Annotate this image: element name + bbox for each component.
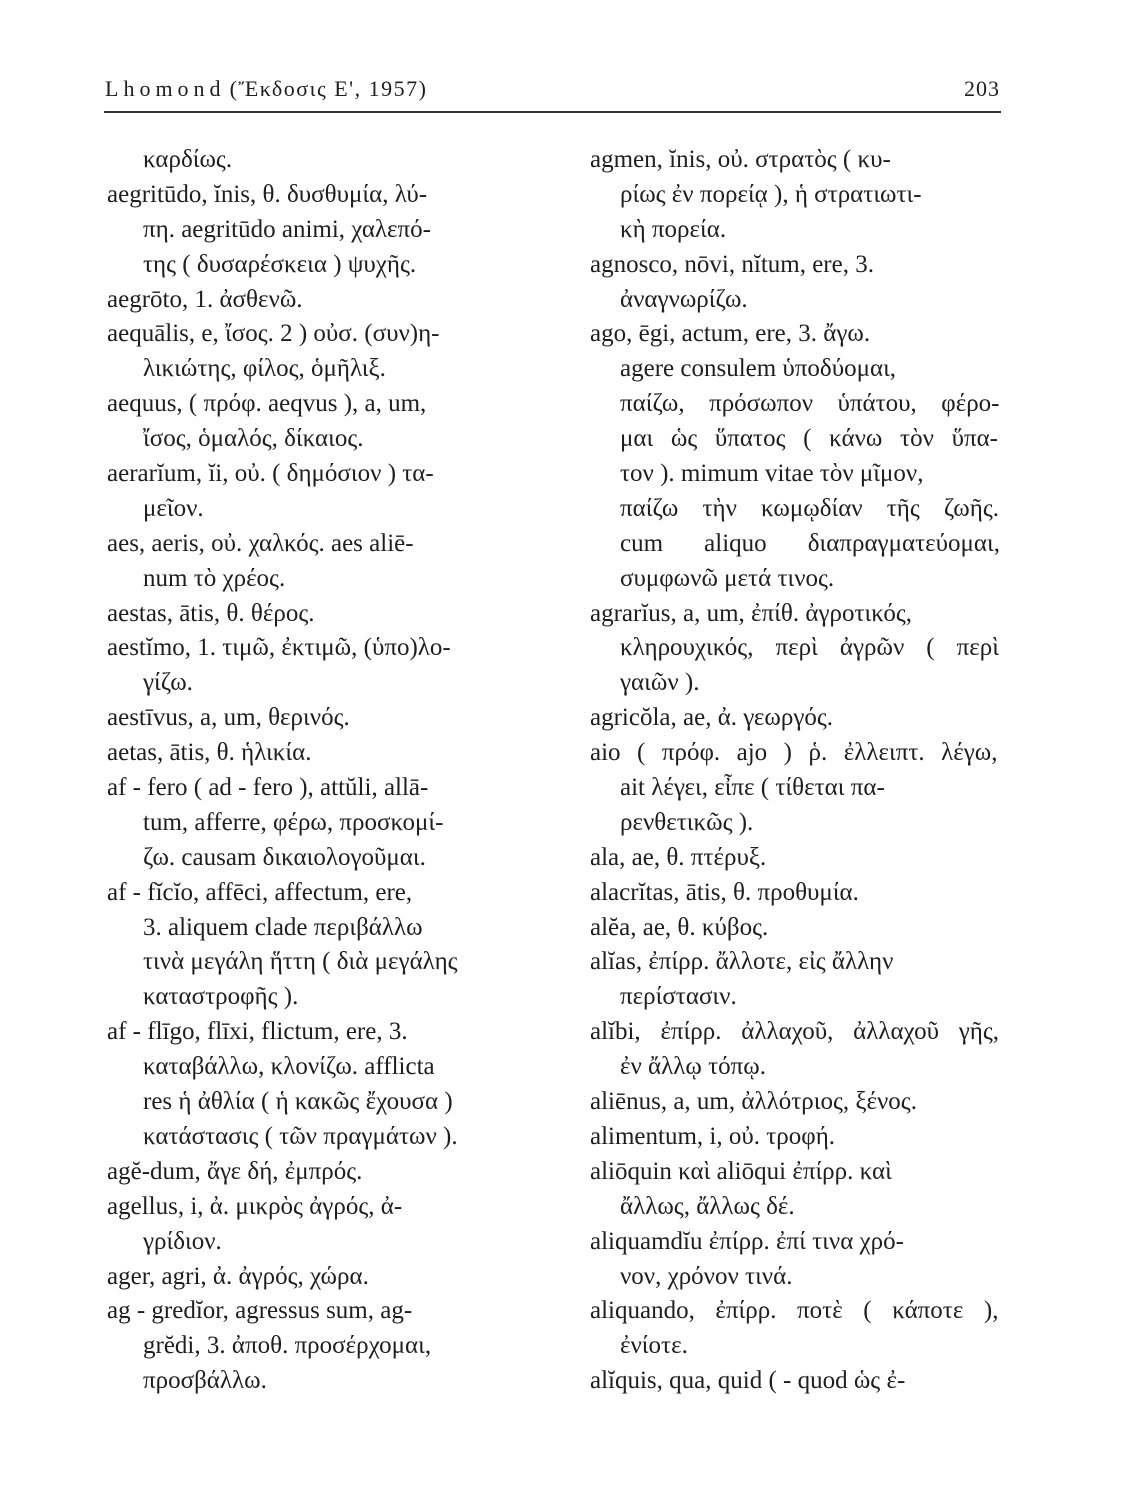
entry-line: agĕ-dum, ἄγε δή, ἐμπρός. bbox=[107, 1157, 363, 1185]
continuation-line: καταστροφῆς ). bbox=[143, 983, 299, 1011]
continuation-line: ἄλλως, ἄλλως δέ. bbox=[620, 1192, 795, 1220]
entry-line: alĭas, ἐπίρρ. ἄλλοτε, εἰς ἄλλην bbox=[590, 948, 894, 976]
entry-line: ag - gredĭor, agressus sum, ag- bbox=[107, 1297, 413, 1325]
entry-line: alĭbi, ἐπίρρ. ἀλλαχοῦ, ἀλλαχοῦ γῆς, bbox=[590, 1018, 999, 1046]
page-number: 203 bbox=[964, 76, 1000, 101]
continuation-line: προσβάλλω. bbox=[143, 1367, 267, 1395]
continuation-line: ἴσος, ὁμαλός, δίκαιος. bbox=[143, 425, 364, 453]
entry-line: aerarĭum, ĭi, οὐ. ( δημόσιον ) τα- bbox=[107, 460, 434, 488]
entry-line: aequus, ( πρόφ. aeqvus ), a, um, bbox=[107, 390, 427, 418]
continuation-line: ζω. causam δικαιολογοῦμαι. bbox=[143, 843, 426, 871]
entry-line: aequālis, e, ἴσος. 2 ) οὐσ. (συν)η- bbox=[107, 320, 440, 348]
continuation-line: συμφωνῶ μετά τινος. bbox=[620, 564, 835, 592]
continuation-line: περίστασιν. bbox=[620, 983, 737, 1011]
continuation-line: ait λέγει, εἶπε ( τίθεται πα- bbox=[620, 774, 885, 802]
continuation-line: res ἡ ἀθλία ( ἡ κακῶς ἔχουσα ) bbox=[143, 1088, 453, 1116]
continuation-line: γαιῶν ). bbox=[620, 669, 700, 697]
entry-line: aetas, ātis, θ. ἡλικία. bbox=[107, 739, 312, 767]
continuation-line: tum, afferre, φέρω, προσκομί- bbox=[143, 808, 444, 836]
entry-line: agnosco, nōvi, nĭtum, ere, 3. bbox=[590, 250, 874, 278]
entry-line: af - fero ( ad - fero ), attŭli, allā- bbox=[107, 774, 429, 802]
continuation-line: ἐνίοτε. bbox=[620, 1332, 688, 1360]
continuation-line: της ( δυσαρέσκεια ) ψυχῆς. bbox=[143, 250, 417, 278]
entry-line: alĕa, ae, θ. κύβος. bbox=[590, 913, 769, 941]
entry-line: aliquando, ἐπίρρ. ποτὲ ( κάποτε ), bbox=[590, 1297, 999, 1325]
entry-line: aio ( πρόφ. ajo ) ῥ. ἐλλειπτ. λέγω, bbox=[590, 739, 998, 767]
continuation-line: agere consulem ὑποδύομαι, bbox=[620, 355, 897, 383]
entry-line: aes, aeris, οὐ. χαλκός. aes aliē- bbox=[107, 529, 414, 557]
entry-line: alimentum, i, οὐ. τροφή. bbox=[590, 1122, 836, 1150]
running-header bbox=[105, 72, 1000, 106]
entry-line: aliōquin καὶ aliōqui ἐπίρρ. καὶ bbox=[590, 1157, 892, 1185]
entry-line: agellus, i, ἀ. μικρὸς ἀγρός, ἀ- bbox=[107, 1192, 403, 1220]
entry-line: ala, ae, θ. πτέρυξ. bbox=[590, 843, 767, 871]
continuation-line: γρίδιον. bbox=[143, 1227, 222, 1255]
entry-line: agricŏla, ae, ἀ. γεωργός. bbox=[590, 704, 834, 732]
continuation-line: λικιώτης, φίλος, ὁμῆλιξ. bbox=[143, 355, 386, 383]
continuation-line: ἀναγνωρίζω. bbox=[620, 285, 748, 313]
continuation-line: τινὰ μεγάλη ἥττη ( διὰ μεγάλης bbox=[143, 948, 458, 976]
continuation-line: παίζω, πρόσωπον ὑπάτου, φέρο- bbox=[620, 390, 1000, 418]
continuation-line: grĕdi, 3. ἀποθ. προσέρχομαι, bbox=[143, 1332, 432, 1360]
continuation-line: ρενθετικῶς ). bbox=[620, 808, 754, 836]
entry-line: aestĭmo, 1. τιμῶ, ἐκτιμῶ, (ὑπο)λο- bbox=[107, 634, 451, 662]
continuation-line: κὴ πορεία. bbox=[620, 215, 727, 243]
continuation-line: τον ). mimum vitae τὸν μῖμον, bbox=[620, 460, 924, 488]
continuation-line: κατάστασις ( τῶν πραγμάτων ). bbox=[143, 1122, 458, 1150]
entry-line: aliquamdĭu ἐπίρρ. ἐπί τινα χρό- bbox=[590, 1227, 904, 1255]
entry-line: aegritūdo, ĭnis, θ. δυσθυμία, λύ- bbox=[107, 180, 428, 208]
continuation-line: ἐν ἄλλῳ τόπῳ. bbox=[620, 1053, 766, 1081]
entry-line: agrarĭus, a, um, ἐπίθ. ἀγροτικός, bbox=[590, 599, 912, 627]
continuation-line: ρίως ἐν πορείᾳ ), ἡ στρατιωτι- bbox=[620, 180, 922, 208]
header-rule bbox=[104, 111, 1001, 113]
entry-line: alĭquis, qua, quid ( - quod ὡς ἐ- bbox=[590, 1367, 906, 1395]
continuation-line: πη. aegritūdo animi, χαλεπό- bbox=[143, 215, 432, 243]
continuation-line: γίζω. bbox=[143, 669, 193, 697]
right-column bbox=[588, 143, 1001, 1399]
continuation-line: μεῖον. bbox=[143, 494, 204, 522]
entry-line: af - fĭcĭo, affēci, affectum, ere, bbox=[107, 878, 413, 906]
continuation-line: παίζω τὴν κωμῳδίαν τῆς ζωῆς. bbox=[620, 494, 999, 522]
entry-line: af - flīgo, flīxi, flictum, ere, 3. bbox=[107, 1018, 408, 1046]
left-column bbox=[105, 143, 556, 1399]
continuation-line: num τὸ χρέος. bbox=[143, 564, 286, 592]
continuation-line: μαι ὡς ὕπατος ( κάνω τὸν ὕπα- bbox=[620, 425, 998, 453]
entry-line: aegrōto, 1. ἀσθενῶ. bbox=[107, 285, 303, 313]
continuation-line: κληρουχικός, περὶ ἀγρῶν ( περὶ bbox=[620, 634, 999, 662]
entry-line: aestīvus, a, um, θερινός. bbox=[107, 704, 350, 732]
header-edition: (Ἔκδοσις Ε', 1957) bbox=[229, 76, 428, 101]
entry-line: ager, agri, ἀ. ἀγρός, χώρα. bbox=[107, 1262, 369, 1290]
entry-line: aestas, ātis, θ. θέρος. bbox=[107, 599, 315, 627]
header-title: Lhomond bbox=[105, 76, 226, 101]
entry-line: aliēnus, a, um, ἀλλότριος, ξένος. bbox=[590, 1088, 917, 1116]
entry-line: agmen, ĭnis, οὐ. στρατὸς ( κυ- bbox=[590, 146, 891, 173]
continuation-line: καρδίως. bbox=[143, 146, 233, 173]
continuation-line: 3. aliquem clade περιβάλλω bbox=[143, 913, 423, 941]
continuation-line: καταβάλλω, κλονίζω. afflicta bbox=[143, 1053, 435, 1081]
continuation-line: cum aliquo διαπραγματεύομαι, bbox=[620, 529, 1000, 557]
entry-line: alacrĭtas, ātis, θ. προθυμία. bbox=[590, 878, 859, 906]
continuation-line: νον, χρόνον τινά. bbox=[620, 1262, 793, 1290]
entry-line: ago, ēgi, actum, ere, 3. ἄγω. bbox=[590, 320, 871, 348]
